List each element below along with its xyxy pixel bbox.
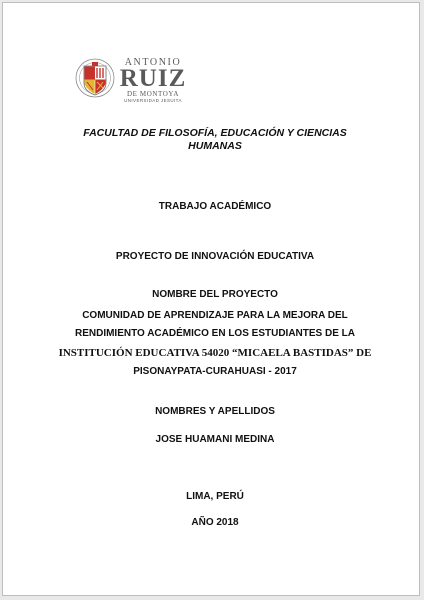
logo-line-universidad: UNIVERSIDAD JESUITA [124, 98, 182, 103]
work-type: TRABAJO ACADÉMICO [158, 201, 272, 212]
place: LIMA, PERÚ [186, 491, 244, 502]
logo-line-de-montoya: DE MONTOYA [127, 90, 179, 98]
faculty-line-2: HUMANAS [188, 140, 242, 152]
year: AÑO 2018 [191, 517, 239, 528]
logo-line-antonio: ANTONIO [124, 57, 182, 68]
faculty-line-1: FACULTAD DE FILOSOFÍA, EDUCACIÓN Y CIENCIAS [83, 127, 347, 139]
project-title-line-4: PISONAYPATA-CURAHUASI - 2017 [133, 366, 297, 377]
logo-wordmark [118, 57, 188, 104]
project-title-line-2: RENDIMIENTO ACADÉMICO EN LOS ESTUDIANTES DE LA [74, 328, 355, 339]
project-title-line-3: INSTITUCIÓN EDUCATIVA 54020 “MICAELA BASTIDAS” DE [58, 347, 372, 359]
university-seal-icon [75, 56, 115, 104]
university-logo [75, 56, 185, 106]
document-page [2, 2, 420, 596]
project-title-line-1: COMUNIDAD DE APRENDIZAJE PARA LA MEJORA DEL [82, 310, 348, 321]
logo-line-ruiz: RUIZ [119, 65, 187, 92]
author-label: NOMBRES Y APELLIDOS [155, 406, 275, 417]
project-type: PROYECTO DE INNOVACIÓN EDUCATIVA [115, 251, 315, 262]
author-name: JOSE HUAMANI MEDINA [155, 434, 275, 445]
project-name-label: NOMBRE DEL PROYECTO [152, 289, 278, 300]
